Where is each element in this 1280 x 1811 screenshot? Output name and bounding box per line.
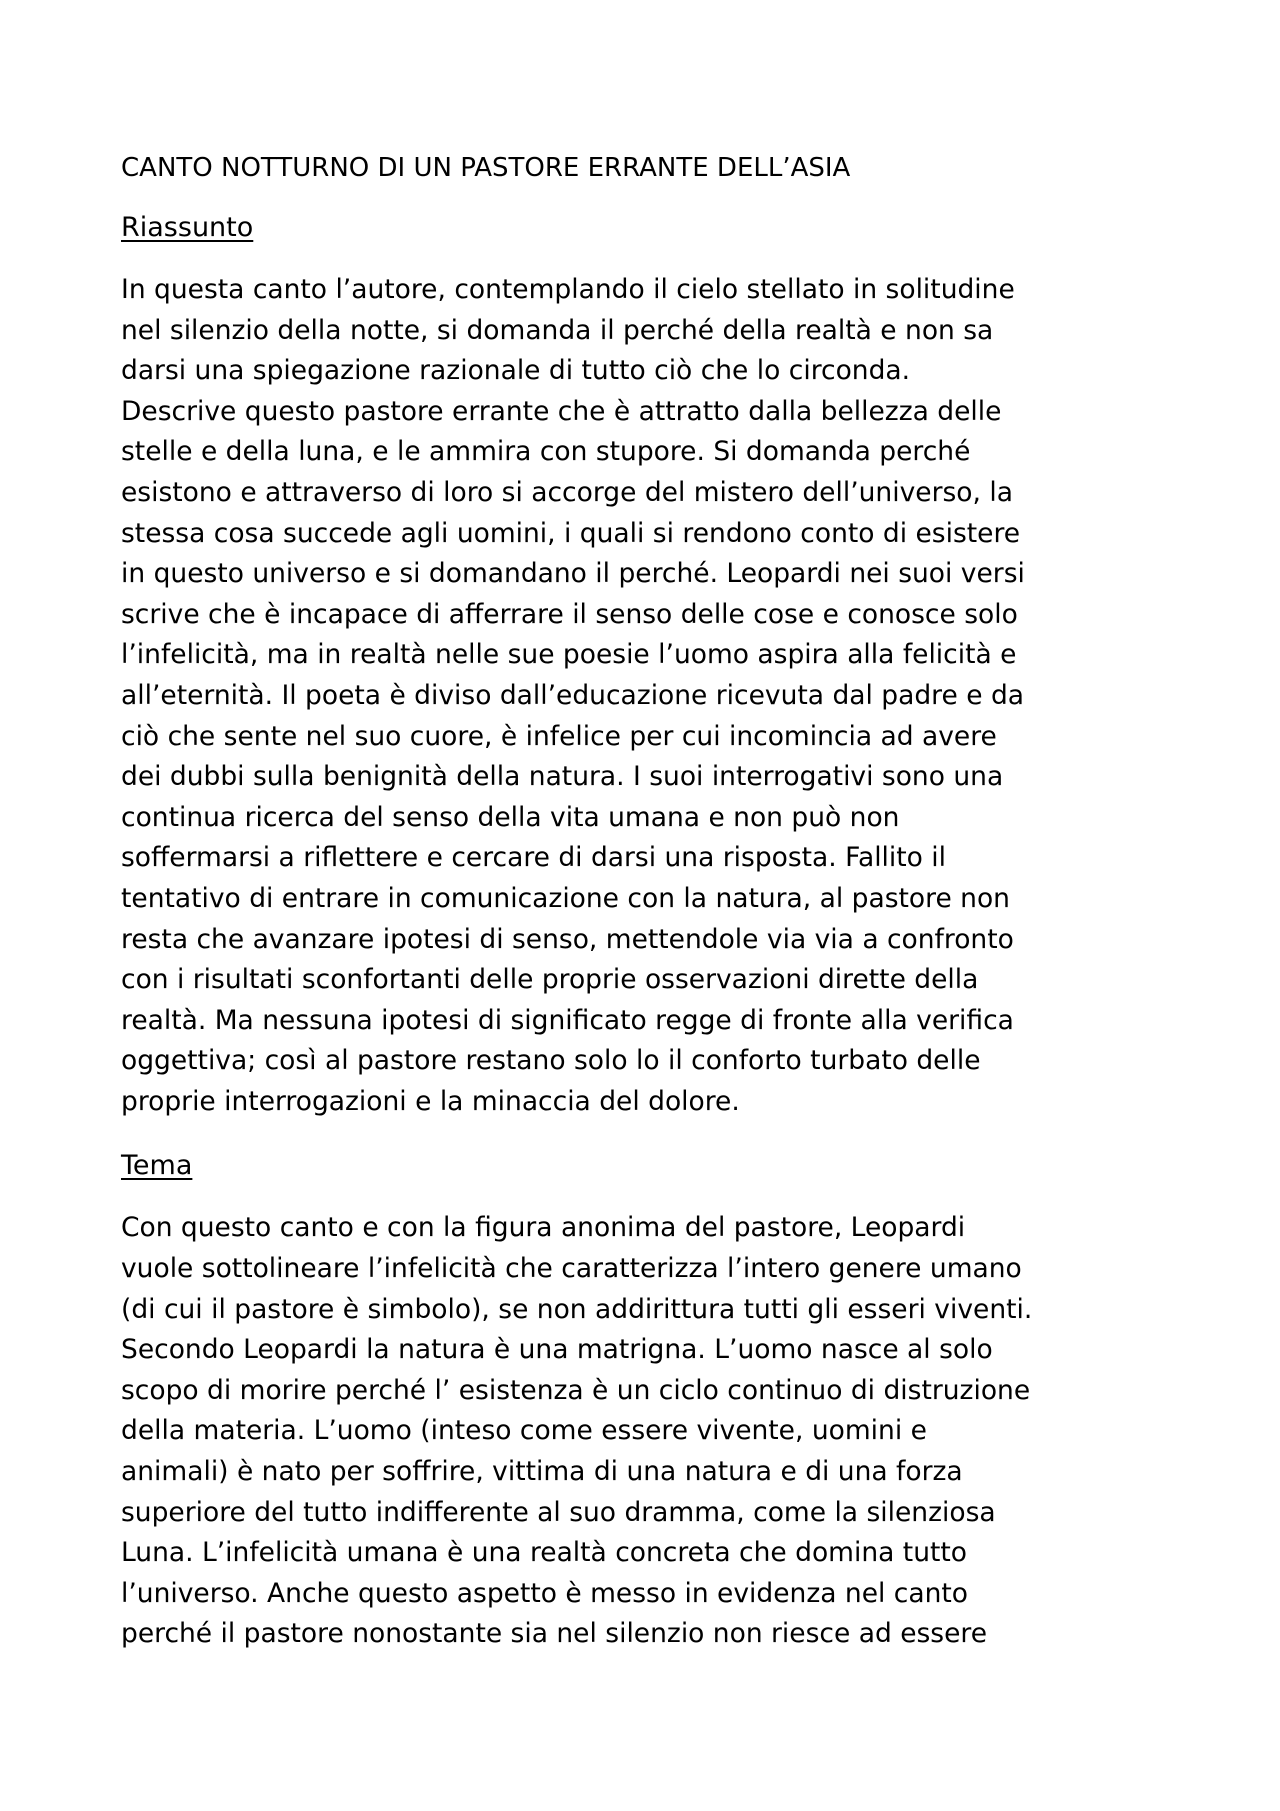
text-line: in questo universo e si domandano il perché. Leopardi nei suoi versi <box>121 558 1025 590</box>
text-line: Secondo Leopardi la natura è una matrigna. L’uomo nasce al solo <box>121 1334 993 1366</box>
text-line: resta che avanzare ipotesi di senso, mettendole via via a confronto <box>121 923 1014 955</box>
text-line: oggettiva; così al pastore restano solo lo il conforto turbato delle <box>121 1045 981 1077</box>
section-riassunto <box>121 208 1181 1122</box>
text-line: esistono e attraverso di loro si accorge del mistero dell’universo, la <box>121 476 1013 508</box>
text-line: realtà. Ma nessuna ipotesi di significato regge di fronte alla verifica <box>121 1004 1014 1036</box>
text-line: tentativo di entrare in comunicazione con la natura, al pastore non <box>121 882 1010 914</box>
text-line: stessa cosa succede agli uomini, i quali si rendono conto di esistere <box>121 517 1021 549</box>
section-body-tema <box>121 1208 1181 1655</box>
text-line: dei dubbi sulla benignità della natura. I suoi interrogativi sono una <box>121 761 1004 793</box>
section-heading-tema: Tema <box>121 1150 193 1182</box>
text-line: nel silenzio della notte, si domanda il perché della realtà e non sa <box>121 314 994 346</box>
document-page <box>121 148 1181 1679</box>
text-line: Luna. L’infelicità umana è una realtà concreta che domina tutto <box>121 1537 967 1569</box>
text-line: vuole sottolineare l’infelicità che caratterizza l’intero genere umano <box>121 1253 1022 1285</box>
section-heading-riassunto: Riassunto <box>121 212 254 243</box>
text-line: continua ricerca del senso della vita umana e non può non <box>121 801 900 833</box>
document-title: CANTO NOTTURNO DI UN PASTORE ERRANTE DELL’ASIA <box>121 153 851 183</box>
text-line: scopo di morire perché l’ esistenza è un ciclo continuo di distruzione <box>121 1374 1031 1406</box>
text-line: In questa canto l’autore, contemplando il cielo stellato in solitudine <box>121 274 1015 305</box>
text-line: Con questo canto e con la figura anonima del pastore, Leopardi <box>121 1212 966 1244</box>
text-line: Descrive questo pastore errante che è attratto dalla bellezza delle <box>121 395 1002 427</box>
text-line: scrive che è incapace di afferrare il senso delle cose e conosce solo <box>121 598 1018 630</box>
text-line: con i risultati sconfortanti delle proprie osservazioni dirette della <box>121 964 979 996</box>
text-line: ciò che sente nel suo cuore, è infelice per cui incomincia ad avere <box>121 720 997 752</box>
section-tema <box>121 1146 1181 1655</box>
text-line: perché il pastore nonostante sia nel silenzio non riesce ad essere <box>121 1618 988 1650</box>
text-line: soffermarsi a riflettere e cercare di darsi una risposta. Fallito il <box>121 842 947 874</box>
text-line: darsi una spiegazione razionale di tutto ciò che lo circonda. <box>121 355 911 387</box>
text-line: animali) è nato per soffrire, vittima di una natura e di una forza <box>121 1456 963 1488</box>
text-line: l’infelicità, ma in realtà nelle sue poesie l’uomo aspira alla felicità e <box>121 639 1017 671</box>
text-line: stelle e della luna, e le ammira con stupore. Si domanda perché <box>121 436 971 468</box>
text-line: superiore del tutto indifferente al suo dramma, come la silenziosa <box>121 1496 996 1528</box>
text-line: proprie interrogazioni e la minaccia del dolore. <box>121 1085 740 1117</box>
text-line: l’universo. Anche questo aspetto è messo in evidenza nel canto <box>121 1577 968 1609</box>
text-line: (di cui il pastore è simbolo), se non addirittura tutti gli esseri viventi. <box>121 1293 1033 1325</box>
section-body-riassunto <box>121 270 1181 1122</box>
text-line: della materia. L’uomo (inteso come essere vivente, uomini e <box>121 1415 927 1447</box>
text-line: all’eternità. Il poeta è diviso dall’educazione ricevuta dal padre e da <box>121 679 1025 711</box>
